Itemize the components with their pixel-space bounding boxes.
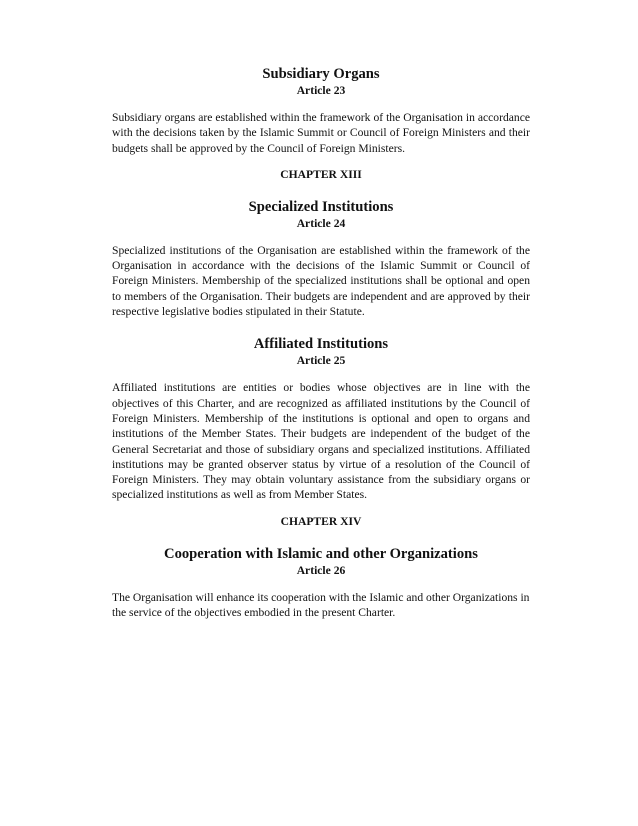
article-23-text: Subsidiary organs are established within the framework of the Organisation in accordance with the decisions taken by the Islamic Summit or Council of Foreign Ministers and their budgets shall be approved by the Council of Foreign Ministers.	[112, 111, 530, 155]
article-26-label: Article 26	[296, 563, 346, 577]
article-24-label: Article 24	[296, 216, 346, 230]
section-heading-cooperation: Cooperation with Islamic and other Organizations	[164, 545, 478, 562]
section-heading-subsidiary-organs: Subsidiary Organs	[262, 66, 380, 82]
document-page	[112, 66, 530, 620]
section-heading-affiliated-institutions: Affiliated Institutions	[253, 336, 389, 353]
section-heading-specialized-institutions: Specialized Institutions	[248, 198, 394, 215]
article-23-label: Article 23	[296, 84, 346, 97]
article-25-text: Affiliated institutions are entities or bodies whose objectives are in line with the objectives of this Charter, and are recognized as affiliated institutions by the Council of Foreign Ministers. Membership of the institutions is optional and open to organs and institutions of the Member States. Their budgets are independent of the budget of the General Secretariat and those of subsidiary organs and specialized institutions. Affiliated institutions may be granted observer status by virtue of a resolution of the Council of Foreign Ministers. They may obtain voluntary assistance from the subsidiary organs or specialized institutions as well as from Member States.	[112, 381, 530, 502]
article-26-text: The Organisation will enhance its cooperation with the Islamic and other Organizations in the service of the objectives embodied in the present Charter.	[112, 590, 530, 620]
article-24-text: Specialized institutions of the Organisation are established within the framework of the Organisation in accordance with the decisions of the Islamic Summit or Council of Foreign Ministers. Membership of the specialized institutions shall be optional and open to members of the Organisation. Their budgets are independent and are approved by their respective legislative bodies stipulated in their Statute.	[112, 243, 530, 319]
chapter-xiv-heading: CHAPTER XIV	[280, 514, 362, 528]
article-25-label: Article 25	[296, 354, 346, 368]
chapter-xiii-heading: CHAPTER XIII	[280, 167, 362, 181]
